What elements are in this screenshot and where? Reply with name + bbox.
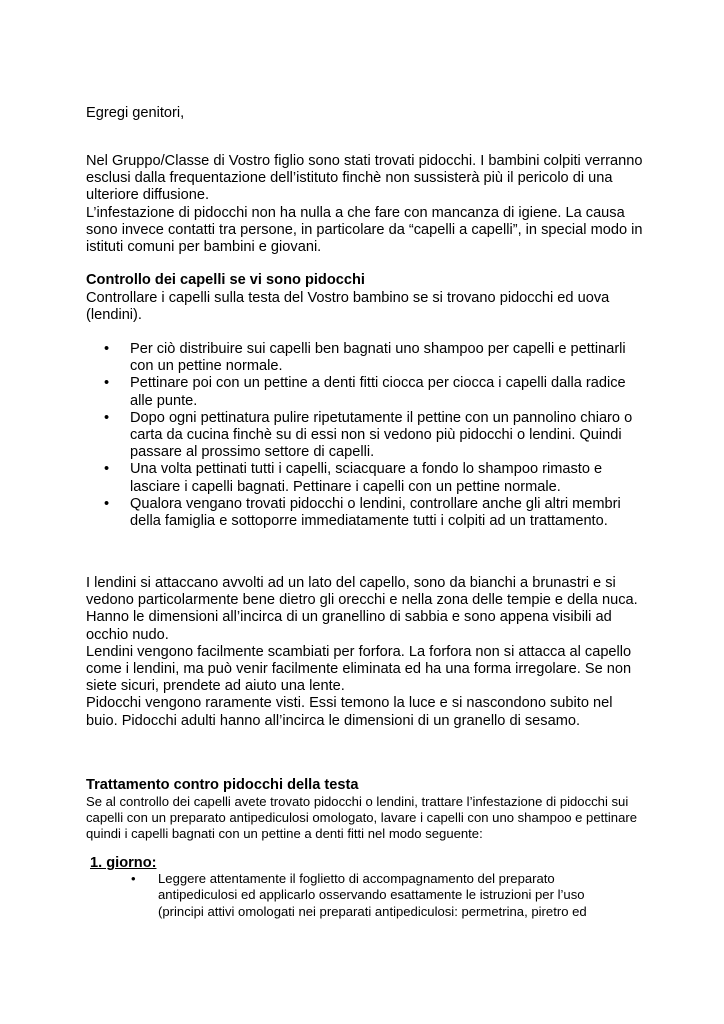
nits-paragraph: Lendini vengono facilmente scambiati per forfora. La forfora non si attacca al capello come i lendini, ma può venir facilmente eliminata ed ha una forma irregolare. Se non siete sicuri, prendete ad aiuto una lente.: [86, 643, 632, 695]
hair-check-steps-list: [104, 341, 644, 530]
nits-paragraph: Pidocchi vengono raramente visti. Essi temono la luce e si nascondono subito nel buio. Pidocchi adulti hanno all’incirca le dimensioni di un granello di sesamo.: [86, 695, 613, 729]
list-item-text: Qualora vengano trovati pidocchi o lendini, controllare anche gli altri membri della famiglia e sottoporre immediatamente tutti i colpiti ad un trattamento.: [130, 495, 621, 530]
list-item: [104, 375, 644, 409]
list-item: [104, 410, 644, 462]
bullet-icon: •: [104, 375, 110, 392]
nits-info-section: [86, 575, 646, 730]
day-1-list: [131, 871, 611, 920]
bullet-icon: •: [131, 871, 136, 886]
intro-paragraph: L’infestazione di pidocchi non ha nulla a che fare con mancanza di igiene. La causa sono invece contatti tra persone, in particolare da “capelli a capelli”, in special modo in istituti comuni per bambini e giovani.: [86, 204, 643, 256]
intro-section: [86, 153, 646, 256]
list-item-text: Una volta pettinati tutti i capelli, sciacquare a fondo lo shampoo rimasto e lasciare i capelli bagnati. Pettinare i capelli con un pettine normale.: [130, 461, 603, 495]
section-heading-treatment: Trattamento contro pidocchi della testa: [86, 777, 359, 793]
treatment-intro: Se al controllo dei capelli avete trovato pidocchi o lendini, trattare l’infestazione di pidocchi sui capelli con un preparato antipediculosi omologato, lavare i capelli con uno shampoo e pettinare quindi i capelli bagnati con un pettine a denti fitti nel modo seguente:: [86, 794, 638, 842]
day-1-heading: 1. giorno:: [90, 855, 157, 871]
bullet-icon: •: [104, 495, 110, 512]
hair-check-intro: Controllare i capelli sulla testa del Vostro bambino se si trovano pidocchi ed uova (lendini).: [86, 290, 610, 324]
section-heading-hair-check: Controllo dei capelli se vi sono pidocchi: [86, 272, 365, 288]
bullet-icon: •: [104, 461, 110, 478]
list-item-text: Per ciò distribuire sui capelli ben bagnati uno shampoo per capelli e pettinarli con un pettine normale.: [130, 341, 626, 375]
list-item: [104, 496, 644, 530]
list-item: [104, 341, 644, 375]
salutation: Egregi genitori,: [86, 105, 185, 121]
intro-paragraph: Nel Gruppo/Classe di Vostro figlio sono stati trovati pidocchi. I bambini colpiti verranno esclusi dalla frequentazione dell’istituto finchè non sussisterà più il pericolo di una ulteriore diffusione.: [86, 153, 643, 204]
bullet-icon: •: [104, 409, 110, 426]
list-item: [104, 461, 644, 495]
list-item-text: Dopo ogni pettinatura pulire ripetutamente il pettine con un pannolino chiaro o carta da cucina finchè su di essi non si vedono più pidocchi o lendini. Quindi passare al prossimo settore di capelli.: [130, 409, 633, 461]
list-item-text: Leggere attentamente il foglietto di accompagnamento del preparato antipediculosi ed applicarlo osservando esattamente le istruzioni per l’uso (principi attivi omologati nei preparati antipediculosi: permetrina, piretro ed: [158, 871, 587, 919]
nits-paragraph: I lendini si attaccano avvolti ad un lato del capello, sono da bianchi a brunastri e si vedono particolarmente bene dietro gli orecchi e nella zona delle tempie e della nuca. Hanno le dimensioni all’incirca di un granellino di sabbia e sono appena visibili ad occhio nudo.: [86, 575, 638, 643]
bullet-icon: •: [104, 341, 110, 357]
list-item: [131, 871, 611, 920]
list-item-text: Pettinare poi con un pettine a denti fitti ciocca per ciocca i capelli dalla radice alle punte.: [130, 375, 626, 409]
